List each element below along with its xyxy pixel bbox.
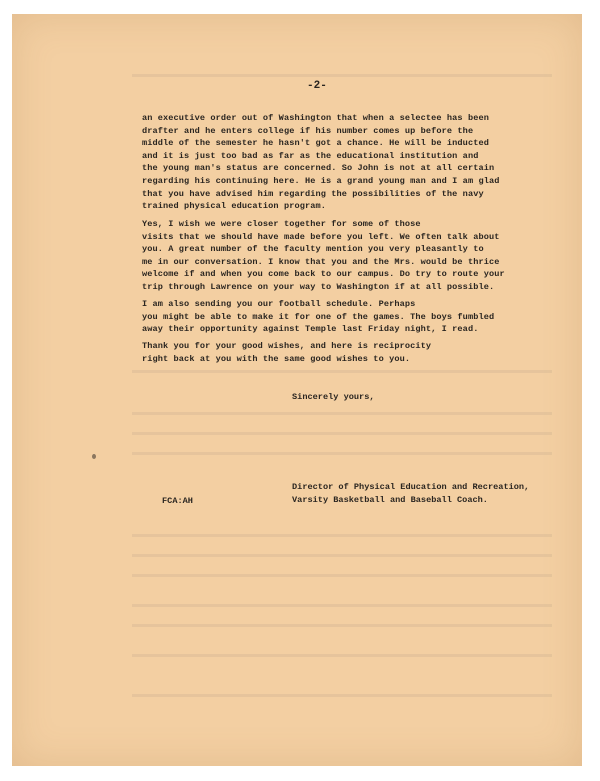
show-through-line [132,604,552,607]
body-paragraph: an executive order out of Washington that when a selectee has been drafter and he enters college if his number comes up before the middle of the semester he hasn't got a chance. He will be inducted and it is just too bad as far as the educational institution and the young man's status are concerned. So John is not at all certain regarding his continuing here. He is a grand young man and I am glad that you have advised him regarding the possibilities of the navy trained physical education program. [142,113,500,212]
letter-page [12,14,582,766]
page-number: -2- [307,80,327,92]
body-paragraph: Thank you for your good wishes, and here is reciprocity right back at you with the same good wishes to you. [142,341,432,364]
show-through-line [132,370,552,373]
closing: Sincerely yours, [292,392,375,402]
typist-initials: FCA:AH [162,496,193,506]
ink-speck [92,454,96,459]
show-through-line [132,654,552,657]
signature-title: Director of Physical Education and Recreation, Varsity Basketball and Baseball Coach. [292,482,530,505]
body-paragraph: I am also sending you our football schedule. Perhaps you might be able to make it for one of the games. The boys fumbled away their opportunity against Temple last Friday night, I read. [142,299,495,335]
show-through-line [132,574,552,577]
show-through-line [132,74,552,77]
show-through-line [132,412,552,415]
show-through-line [132,624,552,627]
show-through-line [132,432,552,435]
show-through-line [132,694,552,697]
show-through-line [132,554,552,557]
body-paragraph: Yes, I wish we were closer together for some of those visits that we should have made before you left. We often talk about you. A great number of the faculty mention you very pleasantly to me in our conversation. I know that you and the Mrs. would be thrice welcome if and when you come back to our campus. Do try to route your trip through Lawrence on your way to Washington if at all possible. [142,219,505,292]
show-through-line [132,452,552,455]
show-through-line [132,534,552,537]
